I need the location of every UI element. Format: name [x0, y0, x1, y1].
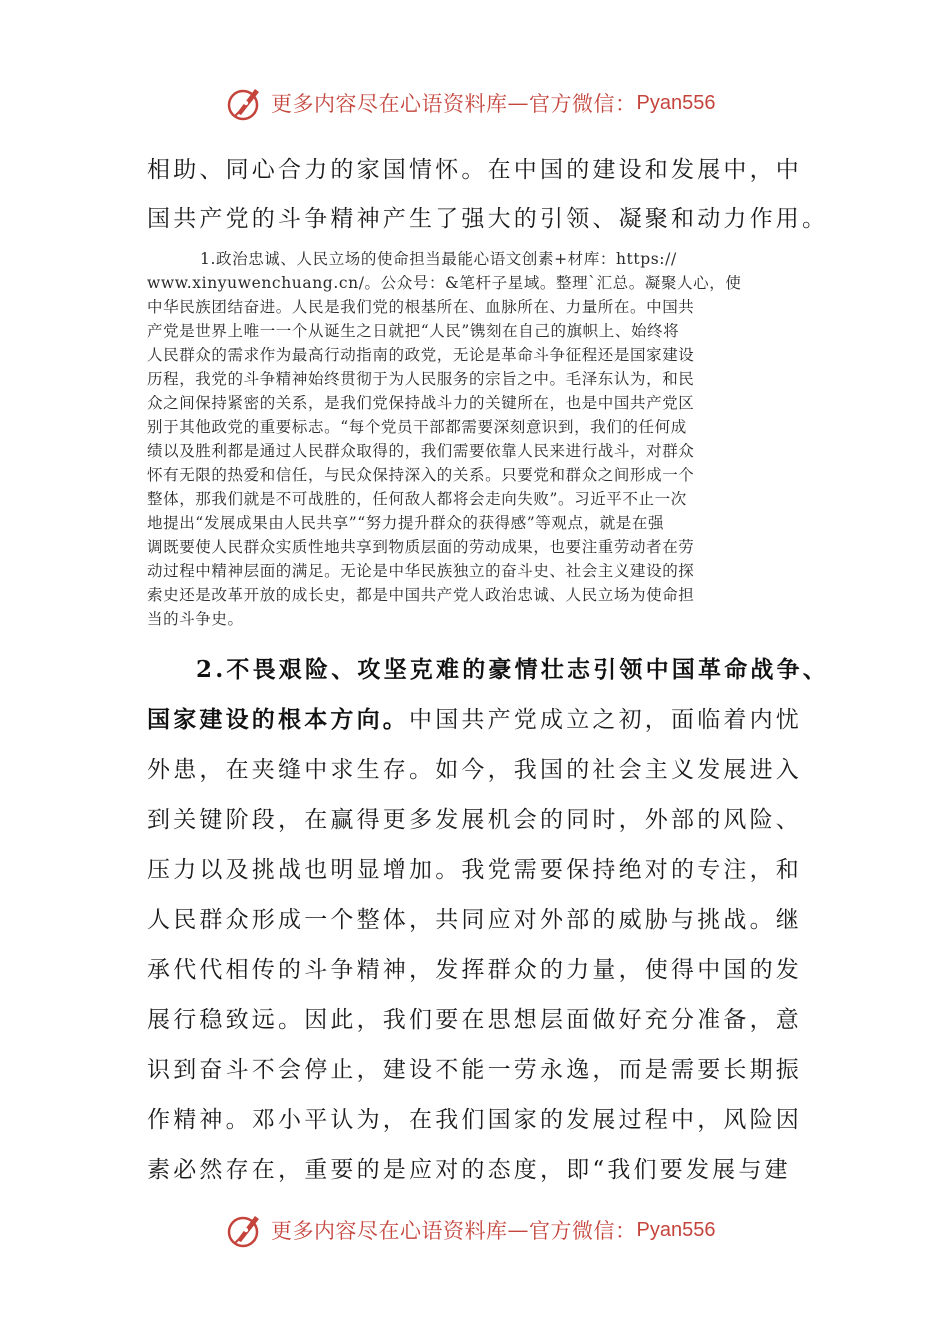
body-line: 展行稳致远。因此，我们要在思想层面做好充分准备，意	[147, 1007, 802, 1033]
body-line: 到关键阶段，在赢得更多发展机会的同时，外部的风险、	[147, 807, 802, 833]
small-paragraph-line: 绩以及胜利都是通过人民群众取得的，我们需要依靠人民来进行战斗，对群众	[147, 442, 695, 460]
intro-line: 国共产党的斗争精神产生了强大的引领、凝聚和动力作用。	[147, 206, 829, 232]
body-line: 承代代相传的斗争精神，发挥群众的力量，使得中国的发	[147, 957, 802, 983]
small-paragraph-line: 中华民族团结奋进。人民是我们党的根基所在、血脉所在、力量所在。中国共	[147, 298, 695, 316]
banner-wechat-id: Pyan556	[636, 1218, 716, 1241]
small-paragraph-line: 产党是世界上唯一一个从诞生之日就把“人民”镌刻在自己的旗帜上、始终将	[147, 322, 680, 340]
small-paragraph-line: 整体，那我们就是不可战胜的，任何敌人都将会走向失败”。习近平不止一次	[147, 490, 687, 508]
section2-heading-bold: 国家建设的根本方向。	[147, 706, 409, 733]
section2-heading-line2	[147, 704, 807, 736]
section2-heading-bold: 2.不畏艰险、攻坚克难的豪情壮志引领中国革命战争、	[196, 656, 830, 683]
footer-banner[interactable]	[225, 1208, 745, 1252]
body-line: 作精神。邓小平认为，在我们国家的发展过程中，风险因	[147, 1107, 802, 1133]
banner-dash: —	[507, 1218, 529, 1242]
small-paragraph-line: 怀有无限的热爱和信任，与民众保持深入的关系。只要党和群众之间形成一个	[147, 466, 695, 484]
small-paragraph-line: 众之间保持紧密的关系，是我们党保持战斗力的关键所在，也是中国共产党区	[147, 394, 695, 412]
body-line: 人民群众形成一个整体，共同应对外部的威胁与挑战。继	[147, 907, 802, 933]
body-line: 压力以及挑战也明显增加。我党需要保持绝对的专注，和	[147, 857, 802, 883]
banner-wechat-label: 官方微信：	[529, 1219, 637, 1243]
small-paragraph-line: 1.政治忠诚、人民立场的使命担当最能心语文创素+材库：https://	[200, 250, 677, 268]
banner-wechat-label: 官方微信：	[529, 92, 637, 116]
small-paragraph-line: 索史还是改革开放的成长史，都是中国共产党人政治忠诚、人民立场为使命担	[147, 586, 695, 604]
small-paragraph-line: 历程，我党的斗争精神始终贯彻于为人民服务的宗旨之中。毛泽东认为，和民	[147, 370, 695, 388]
quill-pen-logo-icon	[225, 83, 265, 123]
small-paragraph-line: 人民群众的需求作为最高行动指南的政党，无论是革命斗争征程还是国家建设	[147, 346, 695, 364]
small-paragraph-line: 地提出“发展成果由人民共享”“努力提升群众的获得感”等观点，就是在强	[147, 514, 665, 532]
header-banner[interactable]	[225, 81, 745, 125]
banner-title: 更多内容尽在心语资料库	[271, 92, 508, 116]
banner-dash: —	[507, 91, 529, 115]
banner-wechat-id: Pyan556	[636, 91, 716, 114]
quill-pen-logo-icon	[225, 1210, 265, 1250]
banner-title: 更多内容尽在心语资料库	[271, 1219, 508, 1243]
section2-heading-line1	[196, 654, 830, 686]
body-line: 素必然存在，重要的是应对的态度，即“我们要发展与建	[147, 1157, 791, 1183]
small-paragraph-line: 调既要使人民群众实质性地共享到物质层面的劳动成果，也要注重劳动者在劳	[147, 538, 695, 556]
small-paragraph-line: 动过程中精神层面的满足。无论是中华民族独立的奋斗史、社会主义建设的探	[147, 562, 695, 580]
body-line: 识到奋斗不会停止，建设不能一劳永逸，而是需要长期振	[147, 1057, 802, 1083]
small-paragraph-line: 当的斗争史。	[147, 610, 244, 628]
small-paragraph-line: www.xinyuwenchuang.cn/。公众号：&笔杆子星域。整理`汇总。凝聚人心，使	[147, 274, 742, 292]
small-paragraph-line: 别于其他政党的重要标志。“每个党员干部都需要深刻意识到，我们的任何成	[147, 418, 687, 436]
body-line: 外患，在夹缝中求生存。如今，我国的社会主义发展进入	[147, 757, 802, 783]
intro-line: 相助、同心合力的家国情怀。在中国的建设和发展中，中	[147, 157, 802, 183]
section2-heading-rest: 中国共产党成立之初，面临着内忧	[409, 707, 802, 733]
